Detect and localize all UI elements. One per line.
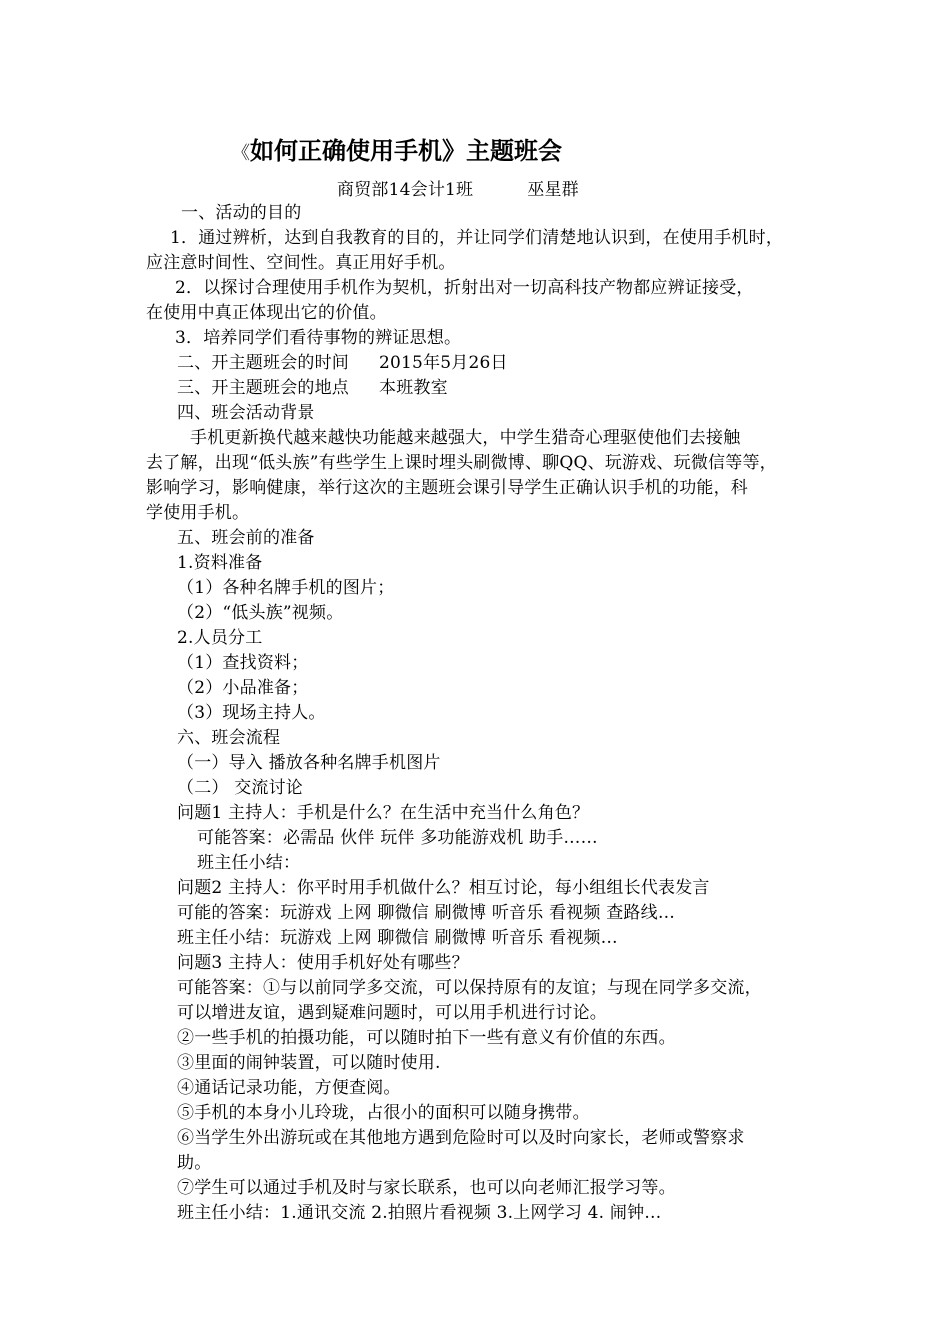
paragraph-line: 1．通过辨析，达到自我教育的目的，并让同学们清楚地认识到，在使用手机时， — [170, 228, 784, 248]
paragraph-line: 问题3 主持人：使用手机好处有哪些？ — [177, 953, 469, 973]
paragraph-line: 影响学习，影响健康，举行这次的主题班会课引导学生正确认识手机的功能，科 — [146, 478, 748, 498]
list-item: ⑥当学生外出游玩或在其他地方遇到危险时可以及时向家长，老师或警察求 — [177, 1128, 745, 1148]
list-item: （一）导入 播放各种名牌手机图片 — [177, 753, 441, 773]
list-item: ⑦学生可以通过手机及时与家长联系，也可以向老师汇报学习等。 — [177, 1178, 676, 1198]
title-open-quote: 《 — [232, 143, 250, 164]
paragraph-line: 班主任小结： — [197, 853, 301, 873]
list-item: （二） 交流讨论 — [177, 778, 304, 798]
meeting-place-row — [177, 376, 448, 400]
section-heading: 二、开主题班会的时间 — [177, 353, 349, 373]
paragraph-line: 学使用手机。 — [146, 503, 250, 523]
list-item: （1）各种名牌手机的图片； — [177, 578, 395, 598]
byline — [337, 178, 579, 202]
list-item: （3）现场主持人。 — [177, 703, 326, 723]
list-item: （2）“低头族”视频。 — [177, 603, 344, 623]
list-item: （1）查找资料； — [177, 653, 309, 673]
list-heading: 1.资料准备 — [177, 553, 263, 573]
paragraph-line: 班主任小结：1.通讯交流 2.拍照片看视频 3.上网学习 4. 闹钟… — [177, 1203, 662, 1223]
document-title — [232, 134, 562, 171]
byline-class: 商贸部14会计1班 — [337, 180, 474, 200]
paragraph-line: 问题2 主持人：你平时用手机做什么？相互讨论，每小组组长代表发言 — [177, 878, 710, 898]
section-heading: 五、班会前的准备 — [177, 528, 315, 548]
paragraph-line: 3．培养同学们看待事物的辨证思想。 — [175, 328, 462, 348]
paragraph-line: 2．以探讨合理使用手机作为契机，折射出对一切高科技产物都应辨证接受， — [175, 278, 754, 298]
paragraph-line: 可能的答案：玩游戏 上网 聊微信 刷微博 听音乐 看视频 查路线… — [177, 903, 676, 923]
section-heading: 四、班会活动背景 — [177, 403, 315, 423]
paragraph-line: 问题1 主持人：手机是什么？在生活中充当什么角色？ — [177, 803, 590, 823]
section-heading: 三、开主题班会的地点 — [177, 378, 349, 398]
list-item: 助。 — [177, 1153, 212, 1173]
paragraph-line: 应注意时间性、空间性。真正用好手机。 — [146, 253, 456, 273]
paragraph-line: 可能答案：①与以前同学多交流，可以保持原有的友谊；与现在同学多交流， — [177, 978, 762, 998]
paragraph-line: 去了解，出现“低头族”有些学生上课时埋头刷微博、聊QQ、玩游戏、玩微信等等， — [146, 453, 777, 473]
title-text: 如何正确使用手机》主题班会 — [250, 137, 562, 165]
list-item: （2）小品准备； — [177, 678, 309, 698]
byline-author: 巫星群 — [527, 180, 579, 200]
paragraph-line: 在使用中真正体现出它的价值。 — [146, 303, 387, 323]
meeting-date: 2015年5月26日 — [379, 353, 508, 373]
paragraph-line: 手机更新换代越来越快功能越来越强大，中学生猎奇心理驱使他们去接触 — [190, 428, 741, 448]
section-heading: 六、班会流程 — [177, 728, 281, 748]
list-heading: 2.人员分工 — [177, 628, 263, 648]
list-item: ④通话记录功能，方便查阅。 — [177, 1078, 401, 1098]
section-heading: 一、活动的目的 — [181, 203, 302, 223]
meeting-time-row — [177, 351, 508, 375]
paragraph-line: 班主任小结：玩游戏 上网 聊微信 刷微博 听音乐 看视频… — [177, 928, 618, 948]
meeting-place: 本班教室 — [379, 378, 448, 398]
paragraph-line: 可能答案：必需品 伙伴 玩伴 多功能游戏机 助手…… — [197, 828, 598, 848]
list-item: ⑤手机的本身小儿玲珑，占很小的面积可以随身携带。 — [177, 1103, 590, 1123]
list-item: ③里面的闹钟装置，可以随时使用. — [177, 1053, 441, 1073]
list-item: ②一些手机的拍摄功能，可以随时拍下一些有意义有价值的东西。 — [177, 1028, 676, 1048]
paragraph-line: 可以增进友谊，遇到疑难问题时，可以用手机进行讨论。 — [177, 1003, 607, 1023]
